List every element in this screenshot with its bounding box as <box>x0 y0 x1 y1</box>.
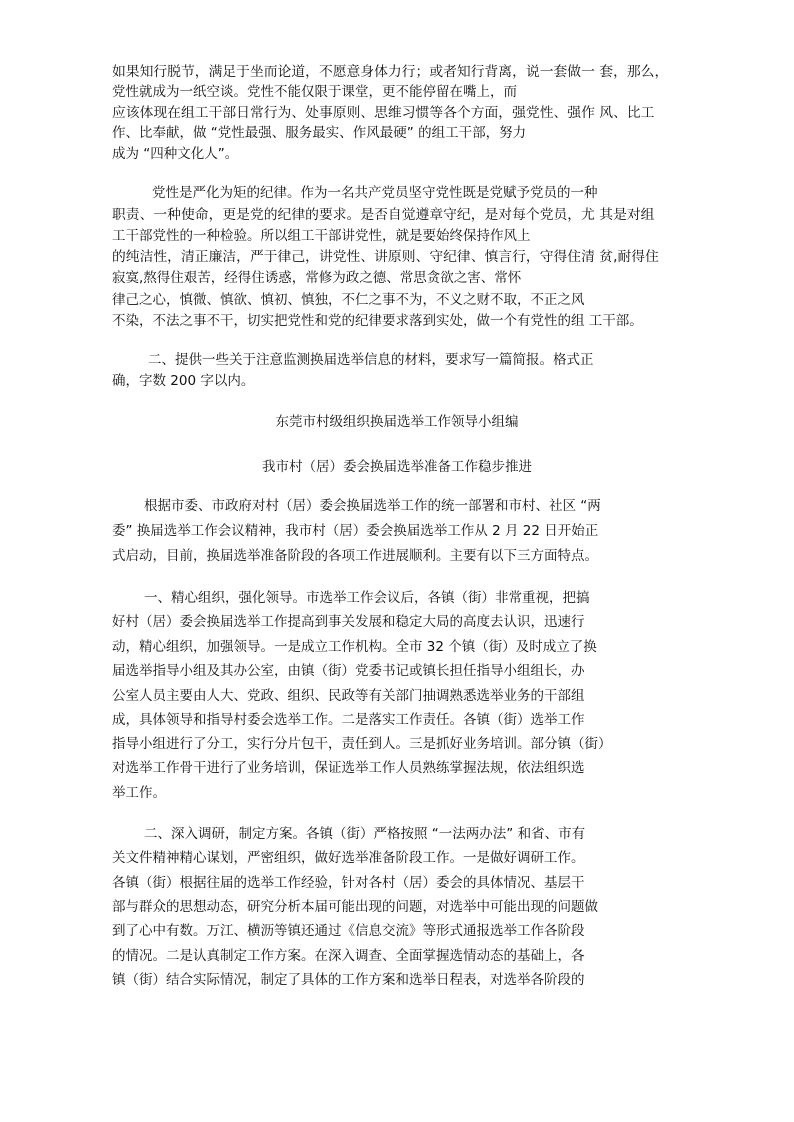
text-line: 党性就成为一纸空谈。党性不能仅限于课堂，更不能停留在嘴上，而 <box>112 84 517 100</box>
text-line: 届选举指导小组及其办公室，由镇（街）党委书记或镇长担任指导小组组长，办 <box>112 663 585 679</box>
text-line: 如果知行脱节，满足于坐而论道，不愿意身体力行；或者知行背离，说一套做一 套，那么， <box>112 64 669 80</box>
text-line: 寂寞,熬得住艰苦，经得住诱惑，常修为政之德、常思贪欲之害、常怀 <box>112 270 522 286</box>
text-line: 成，具体领导和指导村委会选举工作。二是落实工作责任。各镇（街）选举工作 <box>112 712 585 728</box>
text-line: 到了心中有数。万江、横沥等镇还通过《信息交流》等形式通报选举工作各阶段 <box>112 923 585 939</box>
text-line: 根据市委、市政府对村（居）委会换届选举工作的统一部署和市村、社区 “两 <box>144 498 601 514</box>
text-line: 指导小组进行了分工，实行分片包干，责任到人。三是抓好业务培训。部分镇（街） <box>112 736 612 752</box>
bulletin-issuer: 东莞市村级组织换届选举工作领导小组编 <box>275 414 519 430</box>
text-line: 的纯洁性，清正廉洁，严于律己，讲党性、讲原则、守纪律、慎言行，守得住清 贫,耐得住 <box>112 249 659 265</box>
bulletin-title: 我市村（居）委会换届选举准备工作稳步推进 <box>262 459 532 475</box>
text-line: 各镇（街）根据往届的选举工作经验，针对各村（居）委会的具体情况、基层干 <box>112 875 585 891</box>
text-line: 确，字数 200 字以内。 <box>112 373 255 389</box>
text-line: 职责、一种使命，更是党的纪律的要求。是否自觉遵章守纪，是对每个党员，尤 其是对组 <box>112 207 655 223</box>
text-line: 关文件精神精心谋划，严密组织，做好选举准备阶段工作。一是做好调研工作。 <box>112 850 585 866</box>
text-line: 对选举工作骨干进行了业务培训，保证选举工作人员熟练掌握法规，依法组织选 <box>112 760 585 776</box>
text-line: 工干部党性的一种检验。所以组工干部讲党性，就是要始终保持作风上 <box>112 228 531 244</box>
text-line: 作、比奉献，做 “党性最强、服务最实、作风最硬” 的组工干部，努力 <box>112 125 527 141</box>
text-line: 不染，不法之事不干，切实把党性和党的纪律要求落到实处，做一个有党性的组 工干部。 <box>112 313 643 329</box>
text-line: 二、提供一些关于注意监测换届选举信息的材料，要求写一篇简报。格式正 <box>148 352 594 368</box>
text-line: 一、精心组织，强化领导。市选举工作会议后，各镇（街）非常重视，把搞 <box>144 590 590 606</box>
text-line: 应该体现在组工干部日常行为、处事原则、思维习惯等各个方面，强党性、强作 风、比工 <box>112 105 655 121</box>
text-line: 二、深入调研，制定方案。各镇（街）严格按照 “一法两办法” 和省、市有 <box>144 826 586 842</box>
text-line: 公室人员主要由人大、党政、组织、民政等有关部门抽调熟悉选举业务的干部组 <box>112 688 585 704</box>
text-line: 党性是严化为矩的纪律。作为一名共产党员坚守党性既是党赋予党员的一种 <box>152 185 598 201</box>
text-line: 举工作。 <box>112 785 166 801</box>
text-line: 镇（街）结合实际情况，制定了具体的工作方案和选举日程表，对选举各阶段的 <box>112 972 585 988</box>
text-line: 律己之心，慎微、慎欲、慎初、慎独，不仁之事不为，不义之财不取，不正之风 <box>112 292 585 308</box>
text-line: 的情况。二是认真制定工作方案。在深入调查、全面掌握选情动态的基础上，各 <box>112 948 585 964</box>
text-line: 动，精心组织，加强领导。一是成立工作机构。全市 32 个镇（街）及时成立了换 <box>112 639 597 655</box>
text-line: 成为 “四种文化人”。 <box>112 146 239 162</box>
text-line: 委” 换届选举工作会议精神，我市村（居）委会换届选举工作从 2 月 22 日开始正 <box>112 523 599 539</box>
text-line: 式启动，目前，换届选举准备阶段的各项工作进展顺利。主要有以下三方面特点。 <box>112 548 598 564</box>
text-line: 好村（居）委会换届选举工作提高到事关发展和稳定大局的高度去认识，迅速行 <box>112 614 585 630</box>
text-line: 部与群众的思想动态，研究分析本届可能出现的问题，对选举中可能出现的问题做 <box>112 899 598 915</box>
